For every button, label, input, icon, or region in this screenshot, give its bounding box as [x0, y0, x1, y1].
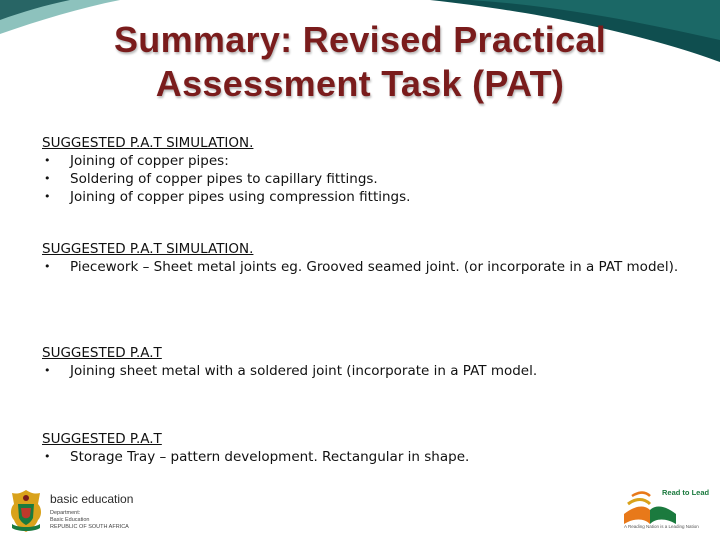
bullet-icon: •	[44, 190, 51, 203]
read-to-lead-label: Read to Lead	[662, 488, 710, 497]
list-item	[42, 362, 692, 380]
section-heading: SUGGESTED P.A.T	[42, 431, 162, 447]
bullet-icon: •	[44, 260, 51, 273]
list-item-text: Joining of copper pipes:	[70, 153, 229, 169]
bullet-icon: •	[44, 364, 51, 377]
list-item-text: Joining of copper pipes using compression fittings.	[70, 189, 411, 205]
list-item	[42, 258, 692, 276]
bullet-icon: •	[44, 154, 51, 167]
slide-footer	[0, 480, 720, 540]
section-heading: SUGGESTED P.A.T SIMULATION.	[42, 241, 254, 257]
section-heading: SUGGESTED P.A.T	[42, 345, 162, 361]
dbe-name: basic education	[50, 492, 134, 506]
slide-title-line-2: Assessment Task (PAT)	[155, 63, 565, 104]
bullet-icon: •	[44, 450, 51, 463]
slide-title-line-1: Summary: Revised Practical	[113, 19, 607, 60]
list-item-text: Piecework – Sheet metal joints eg. Grooved seamed joint. (or incorporate in a PAT model).	[70, 259, 679, 275]
list-item	[42, 188, 692, 206]
coat-of-arms-icon	[6, 488, 46, 534]
dbe-subline: Basic Education	[50, 517, 90, 523]
pat-section-sheet-metal-joints	[42, 240, 692, 276]
list-item-text: Storage Tray – pattern development. Rectangular in shape.	[70, 449, 470, 465]
list-item	[42, 152, 692, 170]
pat-section-soldered-joint	[42, 344, 692, 380]
list-item	[42, 448, 692, 466]
list-item-text: Soldering of copper pipes to capillary fittings.	[70, 171, 378, 187]
basic-education-logo	[6, 488, 156, 536]
read-to-lead-logo	[612, 480, 720, 540]
pat-section-storage-tray	[42, 430, 692, 466]
list-item	[42, 170, 692, 188]
list-item-text: Joining sheet metal with a soldered joint (incorporate in a PAT model.	[70, 363, 538, 379]
bullet-icon: •	[44, 172, 51, 185]
dbe-subline: REPUBLIC OF SOUTH AFRICA	[50, 524, 129, 530]
section-heading: SUGGESTED P.A.T SIMULATION.	[42, 135, 254, 151]
pat-section-copper-pipes	[42, 134, 692, 206]
slide-title	[70, 18, 650, 106]
read-to-lead-tagline: A Reading Nation is a Leading Nation	[624, 524, 699, 529]
dbe-subline: Department:	[50, 510, 81, 516]
